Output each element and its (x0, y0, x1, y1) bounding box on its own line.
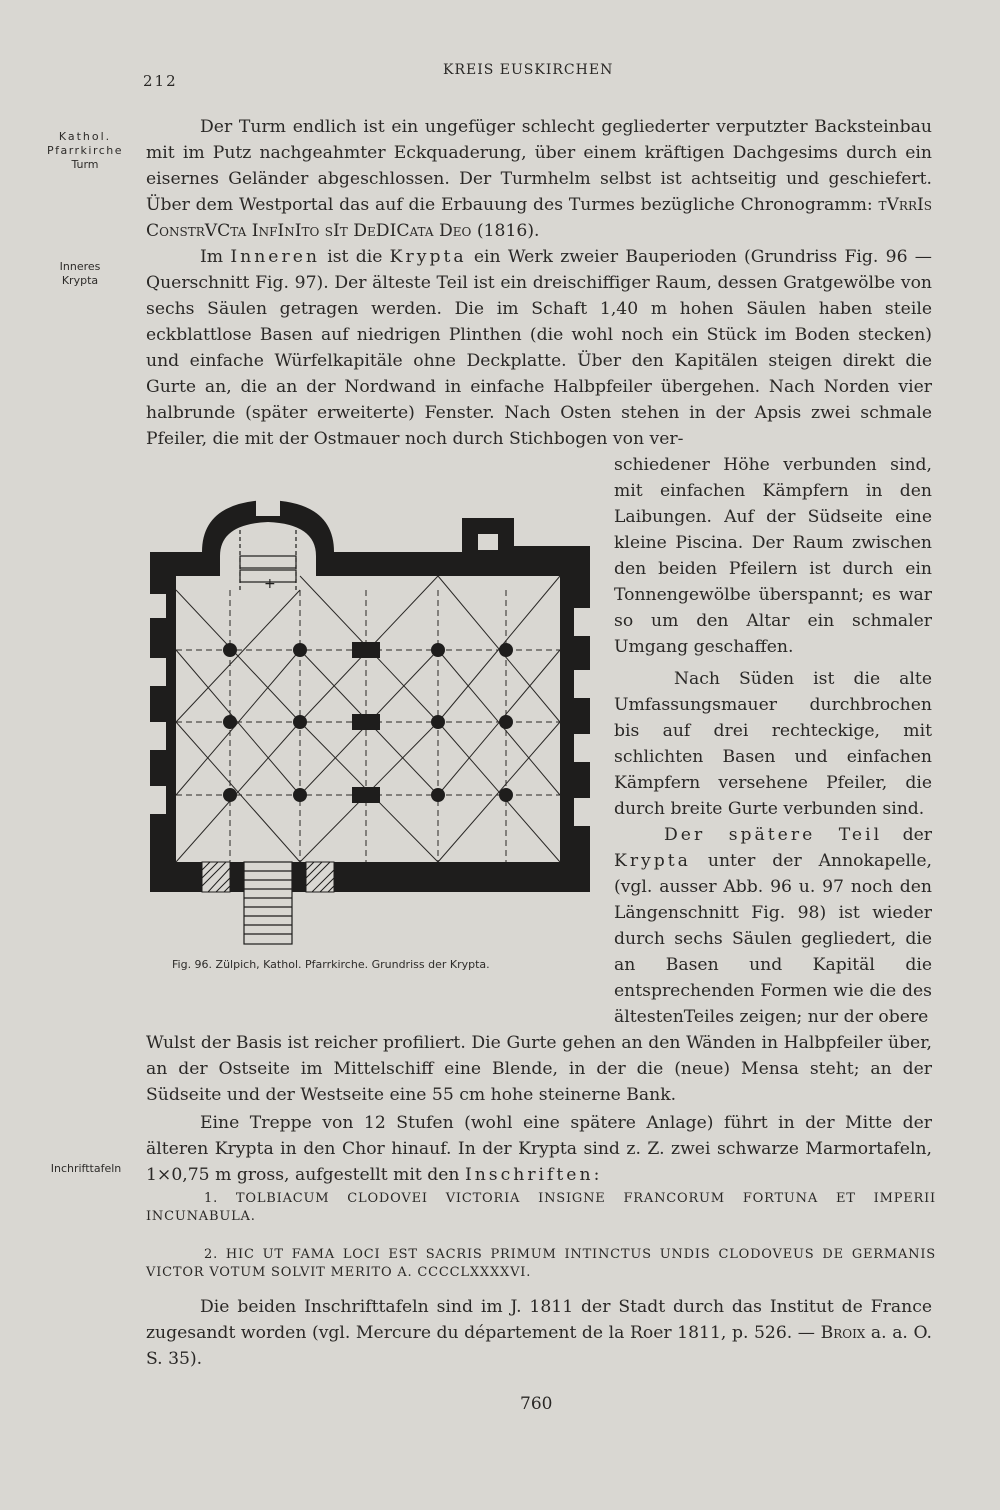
spaced-term: Krypta (389, 247, 467, 267)
margin-note-line: Pfarrkirche (46, 144, 124, 157)
inscription-1: 1. TOLBIACUM CLODOVEI VICTORIA INSIGNE FRANCORUM FORTUNA ET IMPERII INCUNABULA. (146, 1191, 936, 1224)
paragraph-spaeterer-teil (614, 822, 932, 1030)
paragraph-inschrifttafeln (146, 1294, 932, 1372)
page-number: 212 (143, 72, 178, 90)
footer-number: 760 (520, 1394, 553, 1414)
running-title: KREIS EUSKIRCHEN (443, 62, 614, 78)
paragraph-text: Die beiden Inschrifttafeln sind im J. 1811 der Stadt durch das Institut de France zugesandt worden (vgl. Mercure du département de la Roer 1811, p. 526. — (146, 1297, 932, 1343)
paragraph-sueden: Nach Süden ist die alte Umfassungsmauer durchbrochen bis auf drei rechteckige, mit schlichten Basen und einfachen Kämpfern versehene Pfeiler, die durch breite Gurte verbunden sind. (614, 669, 932, 819)
altar-cross: + (264, 576, 276, 592)
paragraph-wulst: Wulst der Basis ist reicher profiliert. Die Gurte gehen an den Wänden in Halbpfeiler über, an der Ostseite im Mittelschiff eine Blende, in der die (neue) Mensa steht; an der Südseite und der Westseite eine 55 cm hohe steinerne Bank. (146, 1033, 932, 1105)
spaced-term: Krypta (614, 851, 691, 871)
paragraph-text: unter der Annokapelle, (vgl. ausser Abb. 96 u. 97 noch den Längenschnitt Fig. 98) ist wieder durch sechs Säulen gegliedert, die an Basen und Kapitäl die entsprechenden Formen wie die des ältestenTeiles zeigen; nur der obere (614, 851, 932, 1027)
plan-walls (150, 500, 590, 892)
margin-note-line: Kathol. (58, 130, 112, 143)
paragraph-treppe (146, 1110, 932, 1188)
paragraph-text: a. a. O. S. 35). (146, 1323, 933, 1369)
paragraph-krypta (146, 244, 932, 452)
spaced-term: Inschriften (464, 1165, 594, 1185)
crypt-floor-plan (140, 490, 600, 950)
inscription-2: 2. HIC UT FAMA LOCI EST SACRIS PRIMUM INTINCTUS UNDIS CLODOVEUS DE GERMANIS VICTOR VOTUM SOLVIT MERITO A. CCCCLXXXXVI. (146, 1247, 936, 1280)
paragraph-text: : (593, 1165, 600, 1185)
paragraph-text: Eine Treppe von 12 Stufen (wohl eine spätere Anlage) führt in der Mitte der älteren Krypta in den Chor hinauf. In der Krypta sind z. Z. zwei schwarze Marmortafeln, 1×0,75 m gross, aufgestellt mit den (146, 1113, 932, 1185)
paragraph-column-1: schiedener Höhe verbunden sind, mit einfachen Kämpfern in den Laibungen. Auf der Südseite eine kleine Piscina. Der Raum zwischen den beiden Pfeilern ist durch ein Tonnengewölbe überspannt; es war so um den Altar ein schmaler Umgang geschaffen. (614, 455, 932, 657)
margin-note-line: Turm (71, 158, 99, 171)
paragraph-text: ist die (319, 247, 390, 267)
margin-note-krypta (40, 260, 120, 288)
margin-note-line: Inneres (59, 260, 101, 273)
figure-caption: Fig. 96. Zülpich, Kathol. Pfarrkirche. Grundriss der Krypta. (172, 958, 490, 971)
margin-note-turm (30, 130, 140, 172)
paragraph-text: der (882, 825, 932, 845)
author-name: Broix (820, 1323, 866, 1343)
paragraph-text: Der Turm endlich ist ein ungefüger schlecht gegliederter verputzter Backsteinbau mit im Putz nachgeahmter Eckquaderung, über einem kräftigen Dachgesims durch ein eisernes Geländer abgeschlossen. Der Turmhelm selbst ist achtseitig und geschiefert. Über dem Westportal das auf die Erbauung des Turmes bezügliche Chronogramm: (146, 117, 932, 215)
paragraph-text: ein Werk zweier Bauperioden (Grundriss Fig. 96 — Querschnitt Fig. 97). Der älteste Teil ist ein dreischiffiger Raum, dessen Gratgewölbe von sechs Säulen getragen werden. Die im Schaft 1,40 m hohen Säulen haben steile eckblattlose Basen auf niedrigen Plinthen (die wohl noch ein Stück im Boden stecken) und einfache Würfelkapitäle ohne Deckplatte. Über den Kapitälen steigen direkt die Gurte an, die an der Nordwand in einfache Halbpfeiler übergehen. Nach Norden vier halbrunde (später erweiterte) Fenster. Nach Osten stehen in der Apsis zwei schmale Pfeiler, die mit der Ostmauer noch durch Stichbogen von ver- (146, 247, 932, 449)
paragraph-text: (1816). (471, 221, 540, 241)
margin-note-line: Krypta (61, 274, 99, 287)
spaced-term: Der spätere Teil (664, 825, 883, 845)
paragraph-text: Im (200, 247, 231, 267)
paragraph-turm (146, 114, 932, 244)
margin-note-inschrift: Inchrifttafeln (50, 1162, 122, 1175)
chronogram: tVrrIs ConstrVCta InfInIto sIt DeDICata Deo (146, 195, 932, 241)
spaced-term: Inneren (230, 247, 320, 267)
